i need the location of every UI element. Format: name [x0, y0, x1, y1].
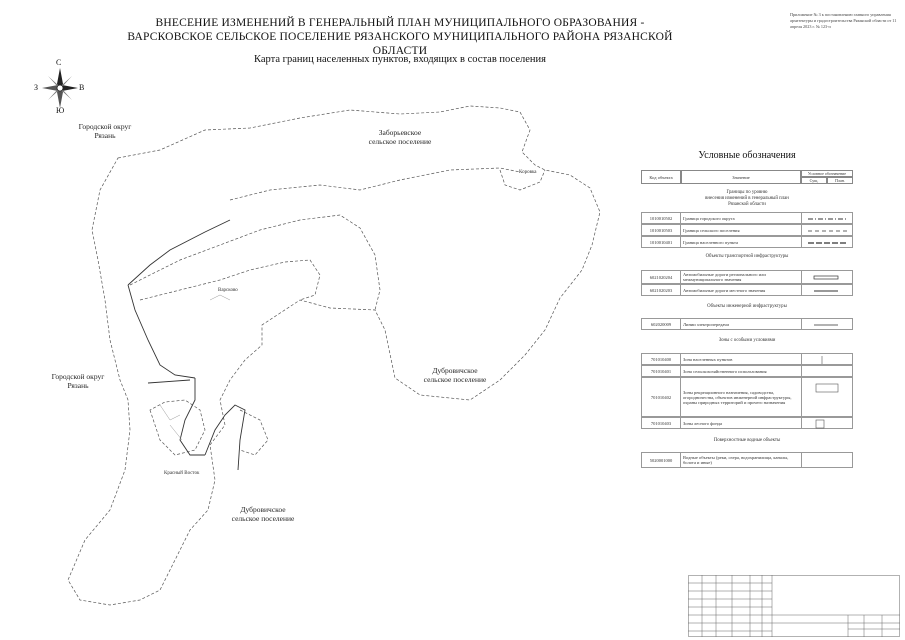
legend-name: Автомобильные дороги регионального или межмуниципального значения	[681, 270, 801, 284]
legend-code: 1010010503	[641, 224, 681, 236]
legend-row	[641, 284, 853, 296]
legend-name: Граница сельского поселения	[681, 224, 801, 236]
label-varskovo: Варсково	[218, 288, 238, 293]
legend-name: Зона населенных пунктов	[681, 353, 801, 365]
legend-symbol	[801, 270, 853, 284]
legend-name: Граница городского округа	[681, 212, 801, 224]
legend-code: 5020001000	[641, 452, 681, 468]
legend-symbol	[801, 365, 853, 377]
legend-name: Линии электропередачи	[681, 318, 801, 330]
label-korovka: Коровка	[519, 170, 537, 175]
legend-code: 1010010401	[641, 236, 681, 248]
legend-col-exist: Сущ.	[801, 177, 827, 184]
compass-north: С	[56, 58, 62, 67]
legend-code: 1010010502	[641, 212, 681, 224]
legend-symbol	[801, 284, 853, 296]
legend-name: Зоны лесного фонда	[681, 417, 801, 429]
label-dubrovichskoe-south: Дубровичское сельское поселение	[231, 505, 295, 523]
legend-row	[641, 377, 853, 417]
legend-symbol	[801, 212, 853, 224]
legend-symbol	[801, 224, 853, 236]
legend-name: Граница населенного пункта	[681, 236, 801, 248]
legend-code: 701010403	[641, 417, 681, 429]
legend-col-code: Код объекта	[641, 170, 681, 184]
legend-code: 701010401	[641, 365, 681, 377]
legend-name: Автомобильные дороги местного значения	[681, 284, 801, 296]
legend-name: Зона сельскохозяйственного использования	[681, 365, 801, 377]
compass-west: З	[34, 83, 39, 92]
legend-section-water: Поверхностные водные объекты	[713, 438, 781, 443]
legend-row	[641, 365, 853, 377]
legend-row	[641, 270, 853, 284]
legend-title: Условные обозначения	[698, 150, 796, 161]
legend-symbol	[801, 452, 853, 468]
legend-row	[641, 353, 853, 365]
legend-row	[641, 318, 853, 330]
label-gorodskoy-okrug-left: Городской округ Рязань	[51, 372, 105, 390]
title-line-2: ВАРСКОВСКОЕ СЕЛЬСКОЕ ПОСЕЛЕНИЕ РЯЗАНСКОГО МУНИЦИПАЛЬНОГО РАЙОНА РЯЗАНСКОЙ ОБЛАСТИ	[127, 31, 673, 57]
label-gorodskoy-okrug-top: Городской округ Рязань	[78, 122, 132, 140]
map-subtitle: Карта границ населенных пунктов, входящих в состав поселения	[254, 54, 546, 65]
legend-row	[641, 417, 853, 429]
legend-section-transport: Объекты транспортной инфраструктуры	[705, 254, 789, 259]
compass-east: В	[79, 83, 85, 92]
legend-name: Зоны рекреационного назначения, садоводства, огородничества, объектов инженерной инфраструктуры, охраны природных территорий и прочего назначения	[681, 377, 801, 417]
legend-row	[641, 212, 853, 224]
legend-code: 6021020204	[641, 270, 681, 284]
title-block	[688, 575, 900, 637]
legend-symbol	[801, 318, 853, 330]
legend-section-zones: Зоны с особыми условиями	[718, 338, 776, 343]
label-krasny-vostok: Красный Восток	[164, 471, 200, 476]
legend-row	[641, 236, 853, 248]
legend-symbol	[801, 377, 853, 417]
legend-col-plan: План.	[827, 177, 853, 184]
approval-note: Приложение № 3 к постановлению главного управления архитектуры и градостроительства Рязанской области от 11 апреля 2023 г. № 123-п	[790, 12, 897, 29]
legend-symbol	[801, 353, 853, 365]
legend-panel	[641, 150, 853, 470]
label-dubrovichskoe-east: Дубровичское сельское поселение	[423, 366, 487, 384]
legend-code: 6021020203	[641, 284, 681, 296]
legend-code: 701010402	[641, 377, 681, 417]
legend-code: 701010400	[641, 353, 681, 365]
legend-symbol	[801, 417, 853, 429]
legend-col-sign: Условное обозначение	[801, 170, 853, 177]
legend-col-name: Значение	[681, 170, 801, 184]
legend-section-borders: Границы по уровню внесения изменений в генеральный план Рязанской области	[705, 190, 789, 207]
legend-row	[641, 224, 853, 236]
compass-south: Ю	[56, 106, 65, 115]
legend-name: Водные объекты (реки, озера, водохранилища, каналы, болота и иные)	[681, 452, 801, 468]
label-zaborevskoe: Заборьевское сельское поселение	[368, 128, 432, 146]
title-line-1: ВНЕСЕНИЕ ИЗМЕНЕНИЙ В ГЕНЕРАЛЬНЫЙ ПЛАН МУНИЦИПАЛЬНОГО ОБРАЗОВАНИЯ -	[155, 17, 645, 29]
legend-code: 602020009	[641, 318, 681, 330]
legend-row	[641, 452, 853, 468]
legend-section-engineering: Объекты инженерной инфраструктуры	[707, 304, 787, 309]
legend-symbol	[801, 236, 853, 248]
